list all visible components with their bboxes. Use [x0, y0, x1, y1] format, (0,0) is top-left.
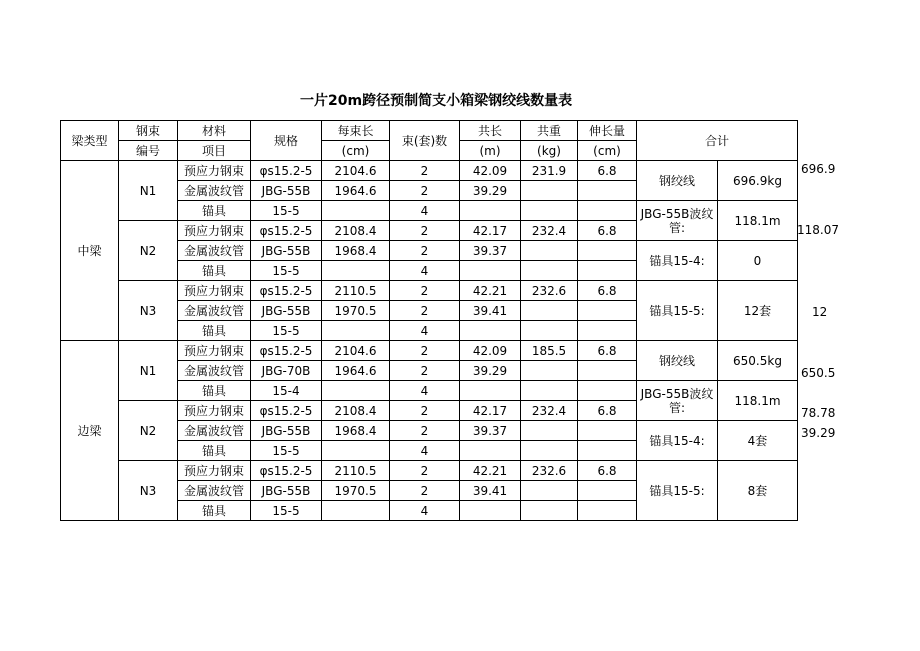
elongation-cell [578, 441, 637, 461]
summary-label-cell: 钢绞线 [637, 161, 718, 201]
count-cell: 4 [390, 201, 460, 221]
bundle-id-cell: N1 [119, 161, 178, 221]
material-cell: 预应力钢束 [178, 161, 251, 181]
count-cell: 4 [390, 501, 460, 521]
bundle-length-cell: 2104.6 [322, 341, 390, 361]
bundle-length-cell [322, 321, 390, 341]
spec-cell: JBG-55B [251, 181, 322, 201]
elongation-cell [578, 381, 637, 401]
bundle-length-cell [322, 201, 390, 221]
summary-label-cell: 锚具15-4: [637, 241, 718, 281]
bundle-id-cell: N2 [119, 221, 178, 281]
summary-value-cell: 118.1m [718, 381, 798, 421]
summary-label-cell: JBG-55B波纹管: [637, 201, 718, 241]
spec-cell: φs15.2-5 [251, 401, 322, 421]
elongation-cell [578, 361, 637, 381]
spec-cell: JBG-55B [251, 241, 322, 261]
col-header-bundle-no: 编号 [119, 141, 178, 161]
count-cell: 2 [390, 401, 460, 421]
total-length-cell [460, 501, 521, 521]
total-length-cell [460, 261, 521, 281]
count-cell: 2 [390, 461, 460, 481]
summary-value-cell: 118.1m [718, 201, 798, 241]
count-cell: 4 [390, 261, 460, 281]
elongation-cell [578, 321, 637, 341]
weight-cell [521, 381, 578, 401]
count-cell: 2 [390, 341, 460, 361]
weight-cell [521, 201, 578, 221]
spec-cell: JBG-55B [251, 301, 322, 321]
weight-cell [521, 181, 578, 201]
total-length-cell: 42.17 [460, 221, 521, 241]
spec-cell: 15-5 [251, 321, 322, 341]
bundle-id-cell: N1 [119, 341, 178, 401]
elongation-cell [578, 261, 637, 281]
spec-cell: 15-5 [251, 441, 322, 461]
material-cell: 锚具 [178, 501, 251, 521]
count-cell: 2 [390, 421, 460, 441]
col-header-bundle-len: 每束长 [322, 121, 390, 141]
col-header-weight-unit: (kg) [521, 141, 578, 161]
elongation-cell [578, 501, 637, 521]
count-cell: 2 [390, 481, 460, 501]
bundle-length-cell: 2110.5 [322, 281, 390, 301]
summary-value-cell: 4套 [718, 421, 798, 461]
material-cell: 金属波纹管 [178, 181, 251, 201]
col-header-count: 束(套)数 [390, 121, 460, 161]
side-value: 12 [812, 305, 828, 319]
bundle-length-cell: 1968.4 [322, 421, 390, 441]
summary-label-cell: 钢绞线 [637, 341, 718, 381]
elongation-cell: 6.8 [578, 281, 637, 301]
bundle-length-cell: 2110.5 [322, 461, 390, 481]
bundle-length-cell: 1970.5 [322, 301, 390, 321]
total-length-cell: 42.09 [460, 161, 521, 181]
col-header-bundle: 钢束 [119, 121, 178, 141]
side-value: 650.5 [801, 366, 836, 380]
elongation-cell [578, 421, 637, 441]
material-cell: 锚具 [178, 441, 251, 461]
bundle-id-cell: N3 [119, 281, 178, 341]
elongation-cell [578, 301, 637, 321]
spec-cell: φs15.2-5 [251, 341, 322, 361]
col-header-elong: 伸长量 [578, 121, 637, 141]
weight-cell [521, 321, 578, 341]
col-header-weight: 共重 [521, 121, 578, 141]
table-title: 一片20m跨径预制简支小箱梁钢绞线数量表 [300, 93, 573, 109]
total-length-cell: 39.37 [460, 421, 521, 441]
weight-cell [521, 501, 578, 521]
elongation-cell: 6.8 [578, 221, 637, 241]
bundle-id-cell: N3 [119, 461, 178, 521]
table-body [61, 161, 798, 521]
weight-cell: 232.6 [521, 461, 578, 481]
count-cell: 4 [390, 381, 460, 401]
count-cell: 2 [390, 361, 460, 381]
elongation-cell: 6.8 [578, 341, 637, 361]
table-row [61, 341, 798, 361]
weight-cell [521, 301, 578, 321]
spec-cell: 15-4 [251, 381, 322, 401]
elongation-cell [578, 201, 637, 221]
count-cell: 2 [390, 281, 460, 301]
material-cell: 预应力钢束 [178, 461, 251, 481]
col-header-total-len-unit: (m) [460, 141, 521, 161]
spec-cell: 15-5 [251, 501, 322, 521]
weight-cell [521, 241, 578, 261]
spec-cell: JBG-55B [251, 481, 322, 501]
summary-label-cell: 锚具15-5: [637, 281, 718, 341]
bundle-length-cell: 1964.6 [322, 181, 390, 201]
col-header-item: 项目 [178, 141, 251, 161]
material-cell: 锚具 [178, 321, 251, 341]
material-cell: 锚具 [178, 261, 251, 281]
beam-type-cell: 中梁 [61, 161, 119, 341]
header-row-1 [61, 121, 798, 141]
elongation-cell [578, 481, 637, 501]
count-cell: 2 [390, 181, 460, 201]
bundle-length-cell: 2108.4 [322, 401, 390, 421]
bundle-length-cell [322, 261, 390, 281]
total-length-cell: 42.21 [460, 281, 521, 301]
bundle-length-cell [322, 441, 390, 461]
weight-cell [521, 421, 578, 441]
elongation-cell: 6.8 [578, 461, 637, 481]
count-cell: 2 [390, 241, 460, 261]
material-cell: 金属波纹管 [178, 241, 251, 261]
weight-cell [521, 481, 578, 501]
material-cell: 金属波纹管 [178, 421, 251, 441]
weight-cell: 232.6 [521, 281, 578, 301]
material-cell: 金属波纹管 [178, 301, 251, 321]
col-header-bundle-len-unit: (cm) [322, 141, 390, 161]
steel-strand-table [60, 120, 798, 521]
count-cell: 2 [390, 221, 460, 241]
bundle-length-cell: 1970.5 [322, 481, 390, 501]
side-value: 78.78 [801, 406, 836, 420]
count-cell: 4 [390, 441, 460, 461]
material-cell: 锚具 [178, 201, 251, 221]
total-length-cell [460, 201, 521, 221]
side-value: 39.29 [801, 426, 836, 440]
bundle-length-cell: 1964.6 [322, 361, 390, 381]
spec-cell: φs15.2-5 [251, 281, 322, 301]
total-length-cell [460, 381, 521, 401]
summary-label-cell: JBG-55B波纹管: [637, 381, 718, 421]
summary-value-cell: 0 [718, 241, 798, 281]
summary-value-cell: 12套 [718, 281, 798, 341]
table-row [61, 281, 798, 301]
bundle-length-cell: 2108.4 [322, 221, 390, 241]
bundle-length-cell [322, 501, 390, 521]
total-length-cell: 42.09 [460, 341, 521, 361]
col-header-elong-unit: (cm) [578, 141, 637, 161]
side-value: 118.07 [797, 223, 839, 237]
spec-cell: φs15.2-5 [251, 161, 322, 181]
spec-cell: JBG-70B [251, 361, 322, 381]
weight-cell [521, 261, 578, 281]
material-cell: 预应力钢束 [178, 341, 251, 361]
bundle-length-cell [322, 381, 390, 401]
weight-cell: 232.4 [521, 401, 578, 421]
material-cell: 金属波纹管 [178, 481, 251, 501]
weight-cell: 232.4 [521, 221, 578, 241]
material-cell: 预应力钢束 [178, 221, 251, 241]
table-row [61, 461, 798, 481]
bundle-length-cell: 2104.6 [322, 161, 390, 181]
count-cell: 2 [390, 161, 460, 181]
elongation-cell [578, 241, 637, 261]
weight-cell: 231.9 [521, 161, 578, 181]
spec-cell: JBG-55B [251, 421, 322, 441]
total-length-cell [460, 441, 521, 461]
total-length-cell: 39.41 [460, 301, 521, 321]
total-length-cell [460, 321, 521, 341]
material-cell: 金属波纹管 [178, 361, 251, 381]
table-row [61, 161, 798, 181]
material-cell: 预应力钢束 [178, 401, 251, 421]
weight-cell [521, 361, 578, 381]
summary-label-cell: 锚具15-5: [637, 461, 718, 521]
col-header-sum: 合计 [637, 121, 798, 161]
col-header-material: 材料 [178, 121, 251, 141]
bundle-id-cell: N2 [119, 401, 178, 461]
col-header-spec: 规格 [251, 121, 322, 161]
weight-cell [521, 441, 578, 461]
summary-value-cell: 696.9kg [718, 161, 798, 201]
spec-cell: φs15.2-5 [251, 221, 322, 241]
beam-type-cell: 边梁 [61, 341, 119, 521]
count-cell: 2 [390, 301, 460, 321]
elongation-cell: 6.8 [578, 161, 637, 181]
spec-cell: 15-5 [251, 261, 322, 281]
col-header-total-len: 共长 [460, 121, 521, 141]
total-length-cell: 42.17 [460, 401, 521, 421]
material-cell: 锚具 [178, 381, 251, 401]
count-cell: 4 [390, 321, 460, 341]
summary-value-cell: 8套 [718, 461, 798, 521]
weight-cell: 185.5 [521, 341, 578, 361]
total-length-cell: 39.29 [460, 361, 521, 381]
spec-cell: φs15.2-5 [251, 461, 322, 481]
summary-label-cell: 锚具15-4: [637, 421, 718, 461]
side-value: 696.9 [801, 162, 836, 176]
material-cell: 预应力钢束 [178, 281, 251, 301]
total-length-cell: 42.21 [460, 461, 521, 481]
summary-value-cell: 650.5kg [718, 341, 798, 381]
elongation-cell [578, 181, 637, 201]
elongation-cell: 6.8 [578, 401, 637, 421]
spec-cell: 15-5 [251, 201, 322, 221]
total-length-cell: 39.37 [460, 241, 521, 261]
col-header-beam-type: 梁类型 [61, 121, 119, 161]
bundle-length-cell: 1968.4 [322, 241, 390, 261]
total-length-cell: 39.29 [460, 181, 521, 201]
total-length-cell: 39.41 [460, 481, 521, 501]
